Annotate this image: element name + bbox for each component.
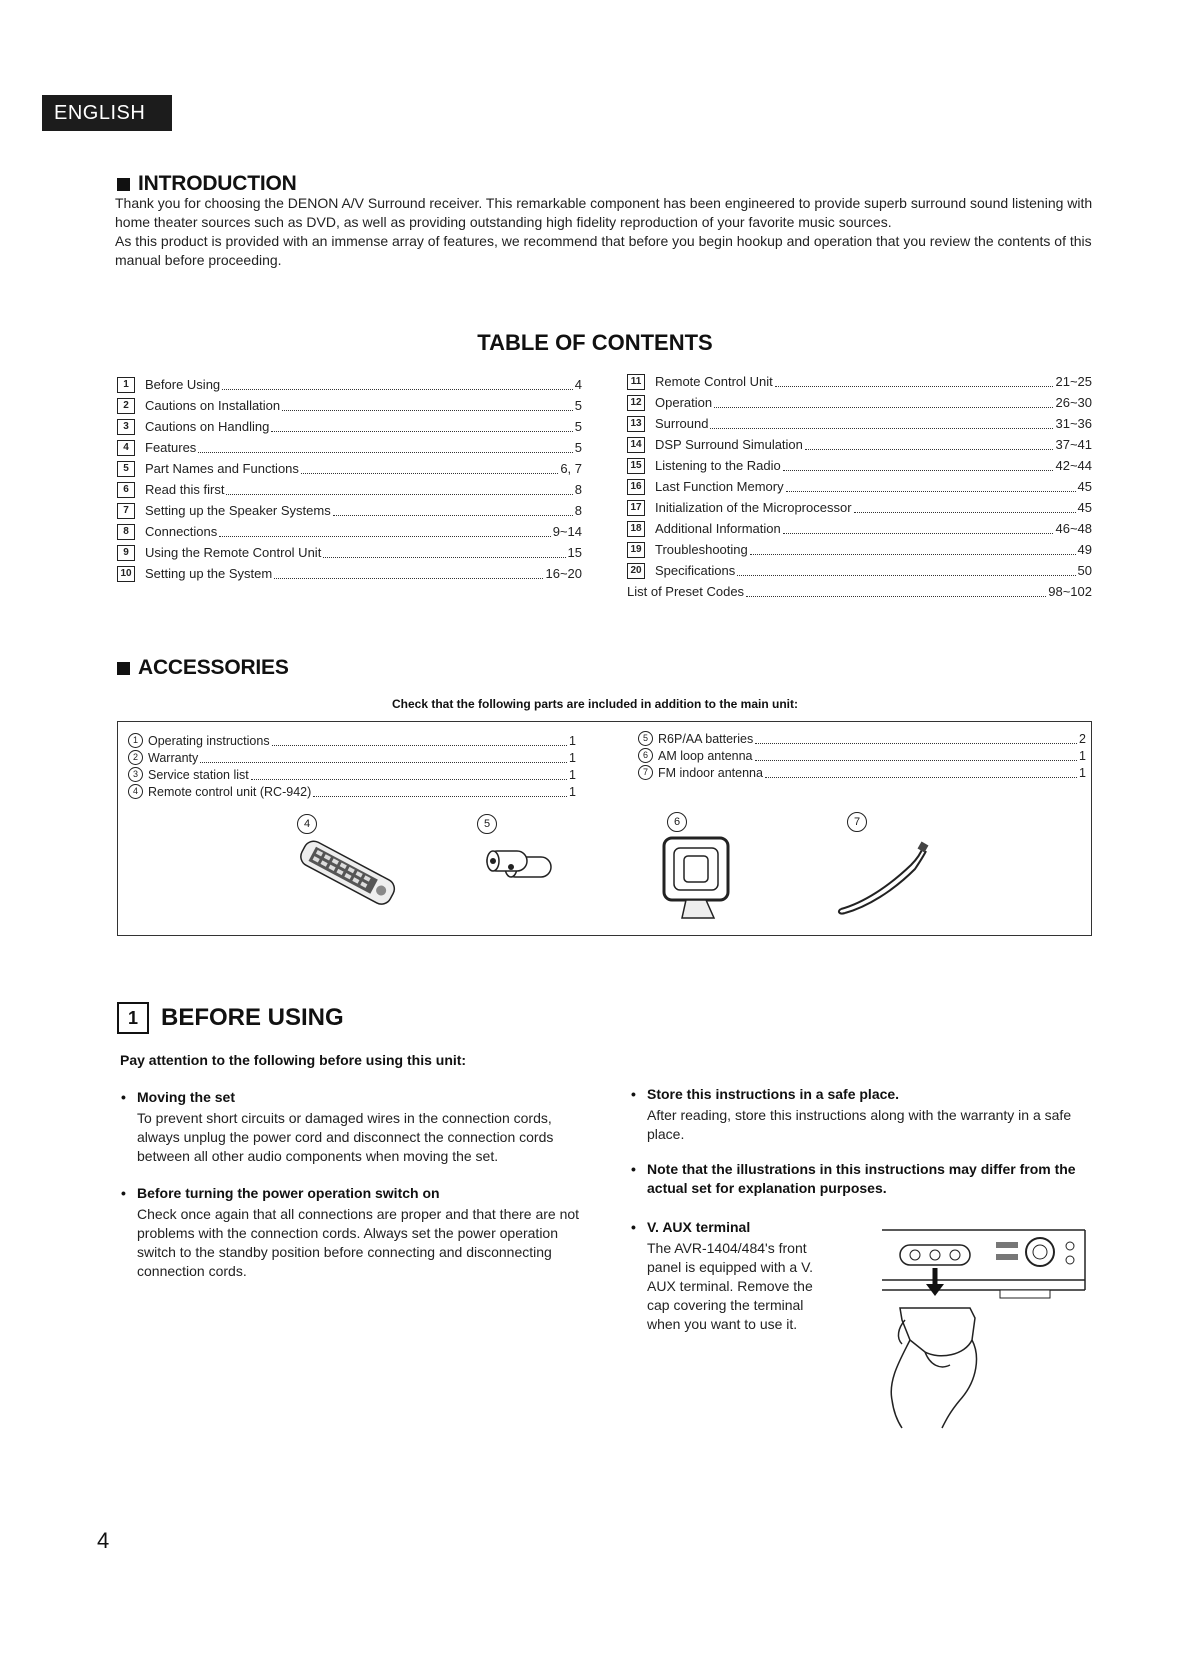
bullet-title: • Note that the illustrations in this instructions may differ from the actual set for explanation purposes. [647, 1160, 1097, 1198]
toc-item[interactable] [117, 395, 582, 416]
intro-paragraph: As this product is provided with an immense array of features, we recommend that before you begin hookup and operation that you review the contents of this manual before proceeding. [115, 233, 1092, 268]
leader-dots [765, 767, 1077, 778]
toc-item-number: 9 [117, 545, 135, 561]
bullet-title: • V. AUX terminal [647, 1218, 837, 1237]
toc-leader [783, 460, 1054, 471]
toc-leader [282, 400, 573, 411]
toc-item-label: Cautions on Installation [145, 398, 281, 413]
toc-item-label: Troubleshooting [655, 542, 748, 557]
toc-item-number: 1 [117, 377, 135, 393]
toc-item[interactable] [117, 374, 582, 395]
bullet-title: • Before turning the power operation switch on [137, 1184, 585, 1203]
bullet-power-switch [137, 1184, 585, 1281]
toc-leader [710, 418, 1053, 429]
figure-label-remote: 4 [297, 814, 317, 834]
toc-item-label: Before Using [145, 377, 221, 392]
toc-item-page: 16~20 [545, 566, 582, 581]
toc-item-label: Operation [655, 395, 713, 410]
bullet-body: The AVR-1404/484's front panel is equipped with a V. AUX terminal. Remove the cap covering the terminal when you want to use it. [647, 1240, 814, 1332]
accessories-check-line: Check that the following parts are included in addition to the main unit: [391, 697, 798, 711]
toc-item-page: 6, 7 [560, 461, 582, 476]
chapter-number-badge: 1 [117, 1002, 149, 1034]
toc-item-number: 7 [117, 503, 135, 519]
leader-dots [251, 769, 567, 780]
toc-item[interactable] [627, 434, 1092, 455]
toc-item[interactable] [627, 518, 1092, 539]
heading-square-icon [117, 178, 130, 191]
toc-item-label: Remote Control Unit [655, 374, 773, 389]
leader-dots [755, 750, 1078, 761]
accessory-label: Warranty [148, 750, 199, 765]
accessory-label: AM loop antenna [658, 748, 753, 763]
toc-item-page: 5 [574, 398, 582, 413]
batteries-icon [483, 847, 563, 887]
toc-item-preset-codes[interactable] [627, 581, 1092, 602]
toc-item[interactable] [117, 437, 582, 458]
bullet-store-instructions [647, 1085, 1097, 1144]
toc-item-label: Setting up the Speaker Systems [145, 503, 331, 518]
accessory-label: Operating instructions [148, 733, 270, 748]
figure-label-am-antenna: 6 [667, 812, 687, 832]
heading-square-icon [117, 662, 130, 675]
toc-item-label: DSP Surround Simulation [655, 437, 803, 452]
toc-item-number: 5 [117, 461, 135, 477]
toc-item[interactable] [117, 500, 582, 521]
accessory-item [128, 783, 576, 800]
item-number-badge: 7 [638, 765, 653, 780]
bullet-illustrations-note [647, 1160, 1097, 1198]
toc-item-number: 19 [627, 542, 645, 558]
toc-leader [786, 481, 1076, 492]
toc-item-label: Read this first [145, 482, 225, 497]
toc-item-label: Part Names and Functions [145, 461, 299, 476]
toc-item[interactable] [117, 479, 582, 500]
toc-item-number: 20 [627, 563, 645, 579]
toc-item-number: 6 [117, 482, 135, 498]
toc-item-page: 98~102 [1048, 584, 1092, 599]
toc-item-page: 45 [1077, 479, 1092, 494]
toc-item-label: Cautions on Handling [145, 419, 270, 434]
bullet-body: Check once again that all connections are proper and that there are not problems with the connection cords. Always set the power operation switch to the standby position before connecting and disconnecting connection cords. [137, 1206, 580, 1279]
item-number-badge: 4 [128, 784, 143, 799]
toc-item[interactable] [117, 521, 582, 542]
accessory-item [128, 766, 576, 783]
toc-item-label: Last Function Memory [655, 479, 784, 494]
toc-leader [219, 526, 550, 537]
toc-item-number: 4 [117, 440, 135, 456]
toc-item-number: 10 [117, 566, 135, 582]
am-loop-antenna-icon [656, 834, 736, 926]
item-number-badge: 6 [638, 748, 653, 763]
bullet-body: After reading, store this instructions along with the warranty in a safe place. [647, 1107, 1072, 1142]
bullet-moving-the-set [137, 1088, 585, 1166]
accessory-qty: 1 [569, 784, 576, 799]
toc-item-page: 8 [574, 503, 582, 518]
toc-item[interactable] [627, 476, 1092, 497]
toc-item[interactable] [627, 413, 1092, 434]
toc-item-label: Listening to the Radio [655, 458, 781, 473]
toc-item[interactable] [627, 497, 1092, 518]
toc-item-label: List of Preset Codes [627, 584, 745, 599]
toc-item[interactable] [117, 416, 582, 437]
leader-dots [313, 786, 567, 797]
toc-right-column [627, 371, 1092, 602]
toc-item[interactable] [627, 392, 1092, 413]
toc-item-number: 15 [627, 458, 645, 474]
toc-item-number: 2 [117, 398, 135, 414]
remote-control-icon [293, 834, 403, 914]
toc-item-page: 45 [1077, 500, 1092, 515]
bullet-body: To prevent short circuits or damaged wires in the connection cords, always unplug the power cord and disconnect the connection cords between all other audio components when moving the set. [137, 1110, 554, 1164]
accessory-item [128, 732, 576, 749]
accessories-box [117, 721, 1092, 936]
toc-item-label: Features [145, 440, 197, 455]
toc-item-page: 42~44 [1055, 458, 1092, 473]
toc-item-number: 14 [627, 437, 645, 453]
toc-item[interactable] [627, 455, 1092, 476]
accessory-qty: 2 [1079, 731, 1086, 746]
intro-paragraph: Thank you for choosing the DENON A/V Surround receiver. This remarkable component has been engineered to provide superb surround sound listening with home theater sources such as DVD, as well as providing outstanding high fidelity reproduction of your favorite music sources. [115, 195, 1093, 230]
toc-item-page: 8 [574, 482, 582, 497]
toc-item-page: 9~14 [552, 524, 582, 539]
toc-item-page: 21~25 [1055, 374, 1092, 389]
accessory-qty: 1 [569, 733, 576, 748]
toc-item-number: 11 [627, 374, 645, 390]
accessory-item [638, 747, 1086, 764]
toc-item-page: 50 [1077, 563, 1092, 578]
toc-item-page: 49 [1077, 542, 1092, 557]
toc-leader [333, 505, 573, 516]
toc-item-page: 4 [574, 377, 582, 392]
accessories-heading [117, 656, 289, 680]
toc-item-page: 26~30 [1055, 395, 1092, 410]
v-aux-terminal-illustration [880, 1220, 1095, 1430]
toc-item-number: 3 [117, 419, 135, 435]
accessory-qty: 1 [1079, 765, 1086, 780]
leader-dots [200, 752, 567, 763]
toc-item[interactable] [627, 371, 1092, 392]
toc-leader [805, 439, 1054, 450]
toc-leader [737, 565, 1075, 576]
toc-leader [746, 586, 1046, 597]
accessory-label: Service station list [148, 767, 249, 782]
item-number-badge: 3 [128, 767, 143, 782]
before-using-heading-text: BEFORE USING [161, 1004, 344, 1031]
bullet-v-aux-terminal [647, 1218, 837, 1334]
toc-leader [714, 397, 1053, 408]
toc-item-label: Surround [655, 416, 709, 431]
toc-leader [301, 463, 558, 474]
toc-item-page: 37~41 [1055, 437, 1092, 452]
item-number-badge: 5 [638, 731, 653, 746]
fm-indoor-antenna-icon [833, 837, 933, 917]
accessories-left-list [128, 732, 576, 800]
page-number: 4 [97, 1528, 110, 1553]
toc-item-page: 15 [567, 545, 582, 560]
toc-item-label: Additional Information [655, 521, 781, 536]
toc-leader [226, 484, 572, 495]
toc-item-label: Connections [145, 524, 218, 539]
toc-leader [775, 376, 1054, 387]
figure-label-fm-antenna: 7 [847, 812, 867, 832]
accessory-label: R6P/AA batteries [658, 731, 754, 746]
toc-left-column [117, 374, 582, 584]
accessories-right-list [638, 730, 1086, 781]
accessories-heading-text: ACCESSORIES [138, 656, 289, 679]
accessory-item [638, 764, 1086, 781]
toc-leader [198, 442, 572, 453]
toc-item-number: 8 [117, 524, 135, 540]
toc-item-page: 5 [574, 419, 582, 434]
figure-label-batteries: 5 [477, 814, 497, 834]
accessory-qty: 1 [569, 767, 576, 782]
leader-dots [272, 735, 567, 746]
toc-item-page: 5 [574, 440, 582, 455]
toc-item[interactable] [627, 539, 1092, 560]
before-using-heading [117, 1002, 344, 1034]
accessory-qty: 1 [569, 750, 576, 765]
accessory-item [128, 749, 576, 766]
toc-leader [783, 523, 1054, 534]
toc-item-page: 31~36 [1055, 416, 1092, 431]
toc-leader [854, 502, 1076, 513]
before-using-intro: Pay attention to the following before using this unit: [120, 1052, 467, 1068]
toc-item[interactable] [627, 560, 1092, 581]
accessory-label: FM indoor antenna [658, 765, 763, 780]
toc-title: TABLE OF CONTENTS [477, 330, 713, 355]
bullet-title: • Store this instructions in a safe place. [647, 1085, 1097, 1104]
language-tab: ENGLISH [42, 95, 172, 131]
accessory-item [638, 730, 1086, 747]
toc-item-number: 13 [627, 416, 645, 432]
toc-leader [274, 568, 543, 579]
toc-item-number: 12 [627, 395, 645, 411]
item-number-badge: 2 [128, 750, 143, 765]
toc-item-label: Using the Remote Control Unit [145, 545, 322, 560]
introduction-heading [117, 172, 297, 196]
toc-item-number: 16 [627, 479, 645, 495]
accessory-label: Remote control unit (RC-942) [148, 784, 312, 799]
toc-item-label: Setting up the System [145, 566, 273, 581]
toc-item-page: 46~48 [1055, 521, 1092, 536]
leader-dots [755, 733, 1077, 744]
toc-item-number: 17 [627, 500, 645, 516]
introduction-heading-text: INTRODUCTION [138, 172, 297, 195]
toc-item-label: Initialization of the Microprocessor [655, 500, 852, 515]
introduction-text [115, 194, 1095, 270]
toc-item[interactable] [117, 542, 582, 563]
accessory-qty: 1 [1079, 748, 1086, 763]
toc-item-number: 18 [627, 521, 645, 537]
toc-leader [750, 544, 1076, 555]
toc-leader [222, 379, 573, 390]
bullet-title: • Moving the set [137, 1088, 585, 1107]
toc-item[interactable] [117, 563, 582, 584]
toc-item-label: Specifications [655, 563, 736, 578]
toc-leader [323, 547, 565, 558]
item-number-badge: 1 [128, 733, 143, 748]
toc-item[interactable] [117, 458, 582, 479]
toc-leader [271, 421, 572, 432]
